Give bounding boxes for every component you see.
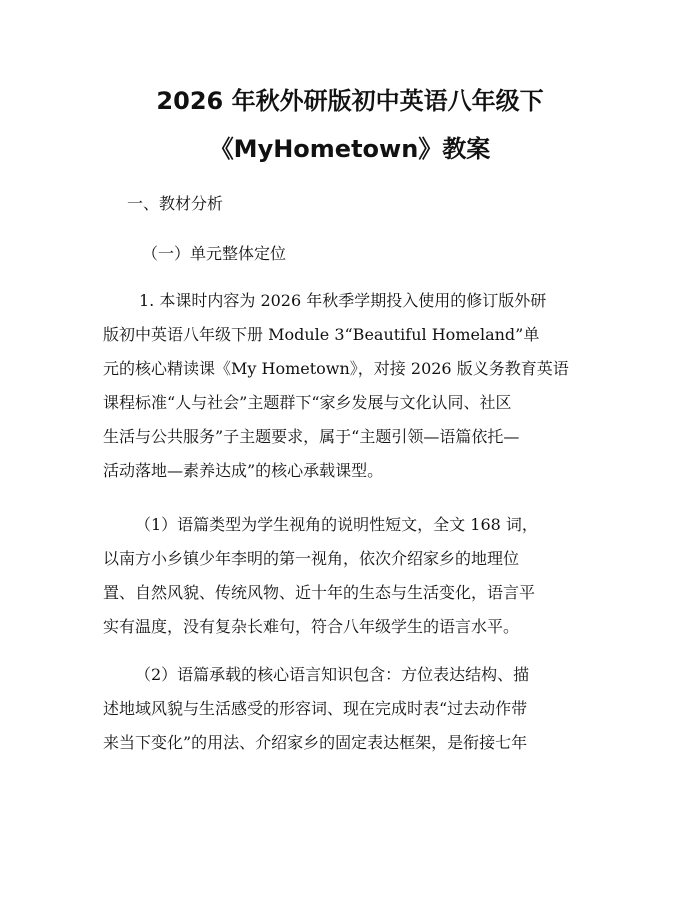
- paragraph-line: （1）语篇类型为学生视角的说明性短文，全文 168 词，: [135, 515, 538, 534]
- paragraph-line: 生活与公共服务”子主题要求，属于“主题引领—语篇依托—: [103, 427, 520, 446]
- paragraph-line: 元的核心精读课《My Hometown》，对接 2026 版义务教育英语: [103, 359, 569, 378]
- subsection-heading: （一）单元整体定位: [142, 244, 287, 263]
- paragraph-line: 课程标准“人与社会”主题群下“家乡发展与文化认同、社区: [103, 393, 512, 412]
- paragraph-line: 版初中英语八年级下册 Module 3“Beautiful Homeland”单: [103, 325, 540, 344]
- document-title-line-2: 《MyHometown》教案: [209, 135, 491, 163]
- paragraph-line: （2）语篇承载的核心语言知识包含：方位表达结构、描: [135, 665, 530, 684]
- paragraph-line: 活动落地—素养达成”的核心承载课型。: [103, 461, 384, 480]
- document-title-line-1: 2026 年秋外研版初中英语八年级下: [156, 87, 544, 115]
- paragraph-3: [103, 658, 599, 760]
- paragraph-line: 来当下变化”的用法、介绍家乡的固定表达框架，是衔接七年: [103, 733, 528, 752]
- paragraph-1: [103, 284, 599, 488]
- paragraph-line: 实有温度，没有复杂长难句，符合八年级学生的语言水平。: [103, 617, 520, 636]
- paragraph-2: [103, 508, 599, 644]
- paragraph-line: 1. 本课时内容为 2026 年秋季学期投入使用的修订版外研: [139, 291, 547, 310]
- paragraph-line: 置、自然风貌、传统风物、近十年的生态与生活变化，语言平: [103, 583, 536, 602]
- paragraph-line: 述地域风貌与生活感受的形容词、现在完成时表“过去动作带: [103, 699, 528, 718]
- section-heading: 一、教材分析: [127, 194, 224, 213]
- paragraph-line: 以南方小乡镇少年李明的第一视角，依次介绍家乡的地理位: [103, 549, 520, 568]
